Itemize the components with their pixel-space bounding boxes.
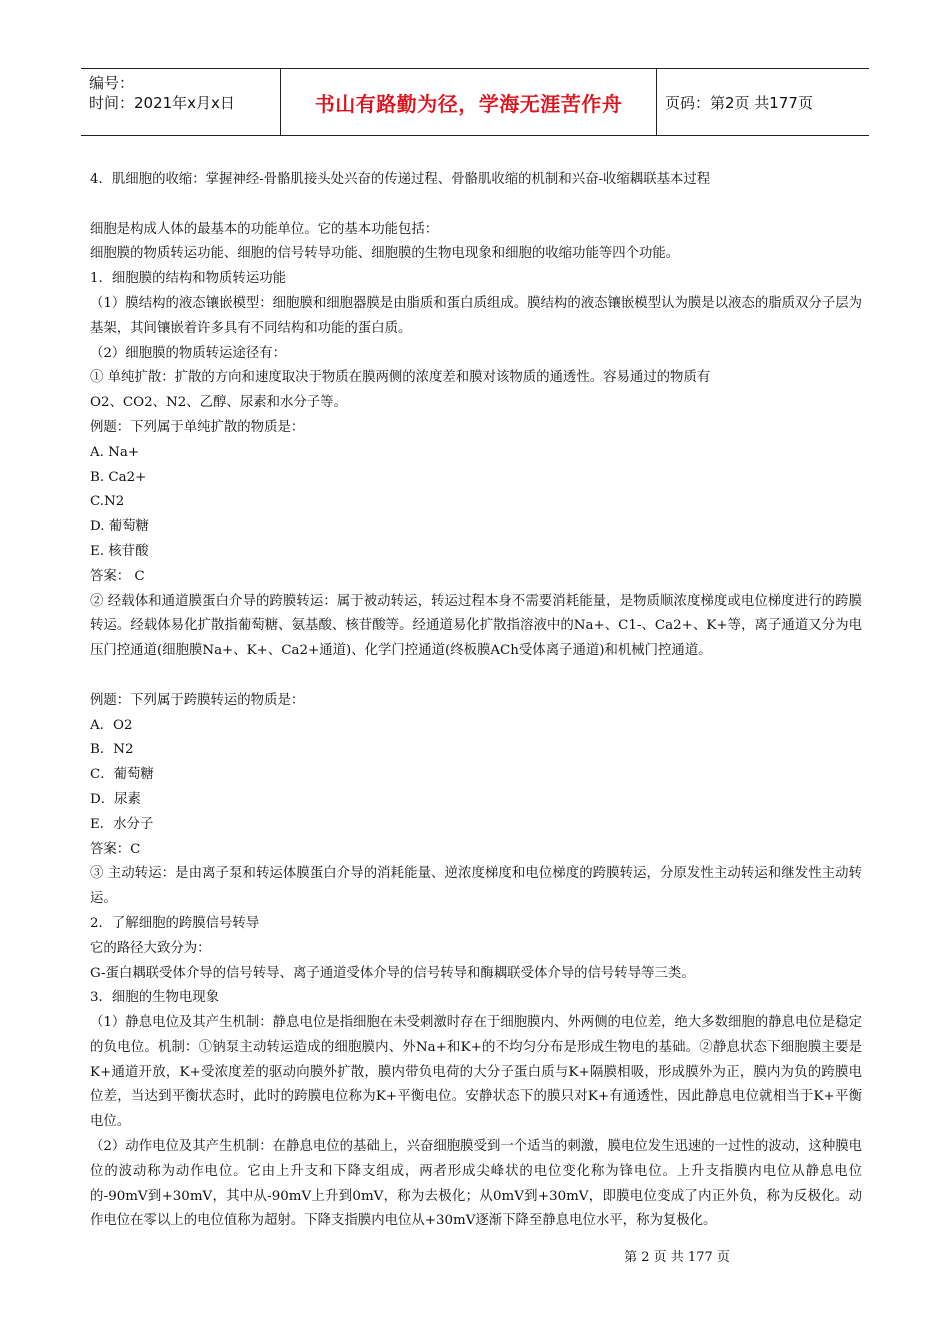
body-paragraph: D．尿素 xyxy=(90,791,141,807)
body-paragraph: C.N2 xyxy=(90,494,125,510)
page-label: 页码：第2页 共177页 xyxy=(665,93,813,112)
body-paragraph: ② 经载体和通道膜蛋白介导的跨膜转运：属于被动转运，转运过程本身不需要消耗能量，是物质顺浓度梯度或电位梯度进行的跨膜转运。经载体易化扩散指葡萄糖、氨基酸、核苷酸等。经通道易化扩散指溶液中的Na+、C1-、Ca2+、K+等，离子通道又分为电压门控通道(细胞膜Na+、K+、Ca2+通道)、化学门控通道(终板膜ACh受体离子通道)和机械门控通道。 xyxy=(90,593,862,659)
page-footer xyxy=(0,1246,950,1265)
body-paragraph: E. 核苷酸 xyxy=(90,543,149,559)
body-paragraph: 答案：C xyxy=(90,841,141,857)
body-paragraph: 3．细胞的生物电现象 xyxy=(90,990,220,1006)
body-paragraph: E．水分子 xyxy=(90,816,154,832)
body-paragraph: 它的路径大致分为： xyxy=(90,940,211,956)
body-paragraph: A. Na+ xyxy=(90,444,140,460)
body-paragraph: 答案： C xyxy=(90,568,145,584)
header-meta xyxy=(81,69,281,135)
body-paragraph: G-蛋白耦联受体介导的信号转导、离子通道受体介导的信号转导和酶耦联受体介导的信号转导等三类。 xyxy=(90,965,695,981)
body-paragraph: 4．肌细胞的收缩：掌握神经-骨骼肌接头处兴奋的传递过程、骨骼肌收缩的机制和兴奋-收缩耦联基本过程 xyxy=(90,172,711,187)
number-label: 编号： xyxy=(89,74,135,92)
document-body xyxy=(90,168,862,1234)
body-paragraph: 例题：下列属于单纯扩散的物质是： xyxy=(90,419,305,435)
body-paragraph: （1）膜结构的液态镶嵌模型：细胞膜和细胞器膜是由脂质和蛋白质组成。膜结构的液态镶嵌模型认为膜是以液态的脂质双分子层为基架，其间镶嵌着许多具有不同结构和功能的蛋白质。 xyxy=(90,295,862,336)
body-paragraph: B. Ca2+ xyxy=(90,469,147,485)
body-paragraph: A．O2 xyxy=(90,717,133,733)
document-header xyxy=(81,68,869,136)
body-paragraph: C．葡萄糖 xyxy=(90,767,154,783)
body-paragraph: （2）动作电位及其产生机制：在静息电位的基础上，兴奋细胞膜受到一个适当的刺激，膜电位发生迅速的一过性的波动，这种膜电位的波动称为动作电位。它由上升支和下降支组成，两者形成尖峰状的电位变化称为锋电位。上升支指膜内电位从静息电位的-90mV到+30mV，其中从-90mV上升到0mV，称为去极化；从0mV到+30mV，即膜电位变成了内正外负，称为反极化。动作电位在零以上的电位值称为超射。下降支指膜内电位从+30mV逐渐下降至静息电位水平，称为复极化。 xyxy=(90,1139,862,1229)
body-paragraph: ① 单纯扩散：扩散的方向和速度取决于物质在膜两侧的浓度差和膜对该物质的通透性。容易通过的物质有 xyxy=(90,370,711,386)
body-paragraph xyxy=(90,193,862,218)
body-paragraph: （2）细胞膜的物质转运途径有： xyxy=(90,345,286,361)
body-paragraph: B．N2 xyxy=(90,742,134,758)
body-paragraph: 1．细胞膜的结构和物质转运功能 xyxy=(90,271,286,287)
footer-page-number: 第 2 页 共 177 页 xyxy=(624,1250,730,1265)
body-paragraph: O2、CO2、N2、乙醇、尿素和水分子等。 xyxy=(90,395,347,411)
body-paragraph: 细胞膜的物质转运功能、细胞的信号转导功能、细胞膜的生物电现象和细胞的收缩功能等四个功能。 xyxy=(90,246,680,262)
header-motto-cell xyxy=(281,69,657,135)
motto: 书山有路勤为径，学海无涯苦作舟 xyxy=(314,91,623,116)
body-paragraph: 例题：下列属于跨膜转运的物质是： xyxy=(90,692,305,708)
body-paragraph xyxy=(90,664,862,689)
body-paragraph: （1）静息电位及其产生机制：静息电位是指细胞在未受刺激时存在于细胞膜内、外两侧的电位差，绝大多数细胞的静息电位是稳定的负电位。机制：①钠泵主动转运造成的细胞膜内、外Na+和K+的不均匀分布是形成生物电的基础。②静息状态下细胞膜主要是K+通道开放，K+受浓度差的驱动向膜外扩散，膜内带负电荷的大分子蛋白质与K+隔膜相吸，形成膜外为正，膜内为负的跨膜电位差，当达到平衡状态时，此时的跨膜电位称为K+平衡电位。安静状态下的膜只对K+有通透性，因此静息电位就相当于K+平衡电位。 xyxy=(90,1015,862,1130)
body-paragraph: D. 葡萄糖 xyxy=(90,519,149,535)
body-paragraph: 细胞是构成人体的最基本的功能单位。它的基本功能包括： xyxy=(90,221,439,237)
body-paragraph: ③ 主动转运：是由离子泵和转运体膜蛋白介导的消耗能量、逆浓度梯度和电位梯度的跨膜转运，分原发性主动转运和继发性主动转运。 xyxy=(90,866,862,907)
date-label: 时间：2021年x月x日 xyxy=(89,94,235,112)
header-page-cell xyxy=(657,69,869,135)
body-paragraph: 2．了解细胞的跨膜信号转导 xyxy=(90,915,260,931)
